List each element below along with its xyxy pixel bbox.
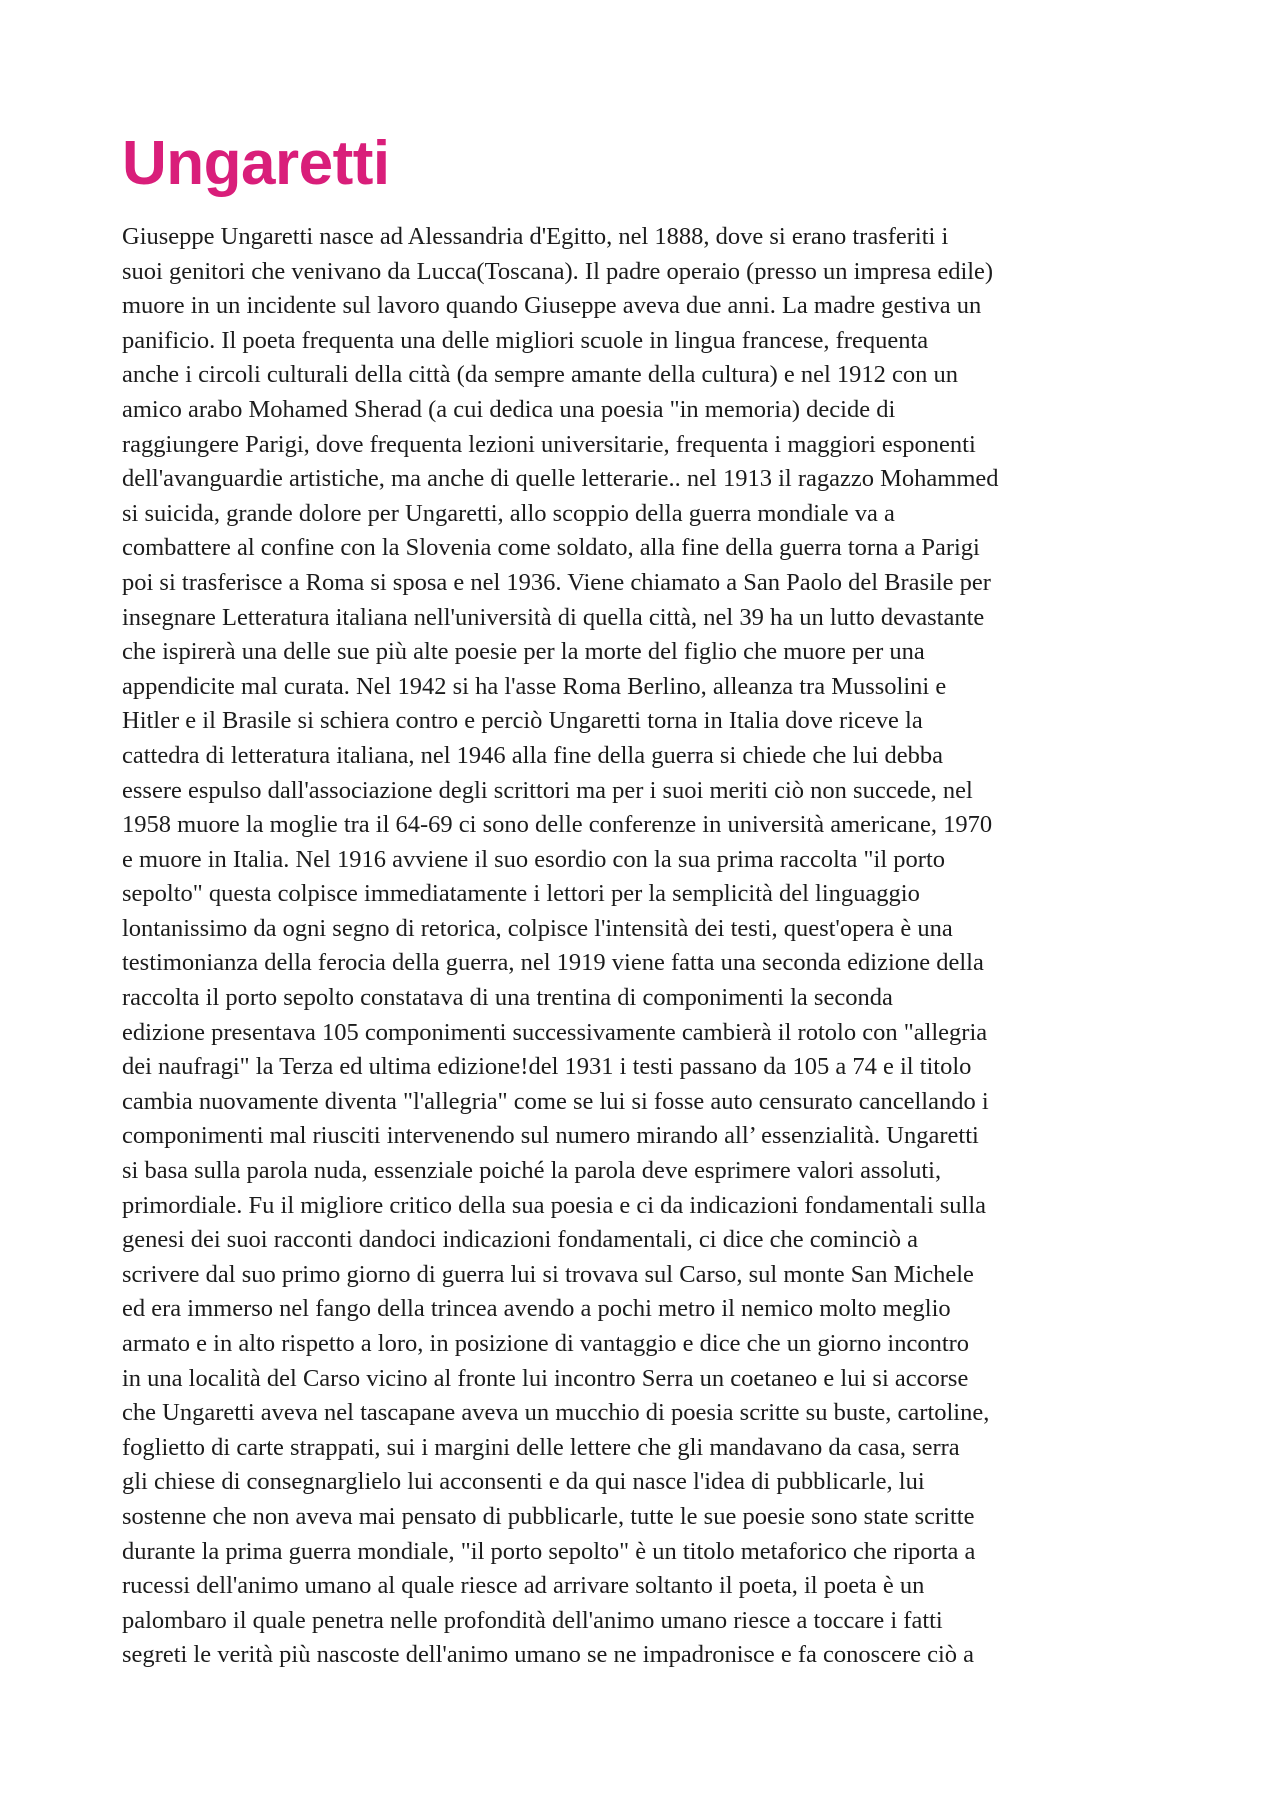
text-line: componimenti mal riusciti intervenendo sul numero mirando all’ essenzialità. Ungaretti bbox=[122, 1122, 979, 1150]
text-line: amico arabo Mohamed Sherad (a cui dedica una poesia "in memoria) decide di bbox=[122, 395, 896, 423]
text-line: 1958 muore la moglie tra il 64-69 ci sono delle conferenze in università americane, 1970 bbox=[122, 811, 993, 839]
text-line: primordiale. Fu il migliore critico della sua poesia e ci da indicazioni fondamentali sulla bbox=[122, 1191, 987, 1219]
text-line: panificio. Il poeta frequenta una delle migliori scuole in lingua francese, frequenta bbox=[122, 326, 929, 354]
text-line: si basa sulla parola nuda, essenziale poiché la parola deve esprimere valori assoluti, bbox=[122, 1157, 942, 1185]
text-line: genesi dei suoi racconti dandoci indicazioni fondamentali, ci dice che cominciò a bbox=[122, 1226, 918, 1254]
text-line: sostenne che non aveva mai pensato di pubblicarle, tutte le sue poesie sono state scritte bbox=[122, 1502, 975, 1530]
text-line: lontanissimo da ogni segno di retorica, colpisce l'intensità dei testi, quest'opera è una bbox=[122, 914, 953, 942]
text-line: segreti le verità più nascoste dell'animo umano se ne impadronisce e fa conoscere ciò a bbox=[122, 1641, 975, 1669]
text-line: si suicida, grande dolore per Ungaretti, allo scoppio della guerra mondiale va a bbox=[122, 499, 895, 527]
text-line: che Ungaretti aveva nel tascapane aveva un mucchio di poesia scritte su buste, cartoline, bbox=[122, 1399, 990, 1427]
text-line: raggiungere Parigi, dove frequenta lezioni universitarie, frequenta i maggiori esponenti bbox=[122, 430, 976, 458]
text-line: sepolto" questa colpisce immediatamente i lettori per la semplicità del linguaggio bbox=[122, 880, 920, 908]
text-line: e muore in Italia. Nel 1916 avviene il suo esordio con la sua prima raccolta "il porto bbox=[122, 845, 946, 873]
text-line: durante la prima guerra mondiale, "il porto sepolto" è un titolo metaforico che riporta a bbox=[122, 1537, 976, 1565]
text-line: armato e in alto rispetto a loro, in posizione di vantaggio e dice che un giorno incontro bbox=[122, 1330, 970, 1357]
text-line: Hitler e il Brasile si schiera contro e perciò Ungaretti torna in Italia dove riceve la bbox=[122, 707, 923, 735]
text-line: che ispirerà una delle sue più alte poesie per la morte del figlio che muore per una bbox=[122, 638, 925, 666]
text-line: poi si trasferisce a Roma si sposa e nel 1936. Viene chiamato a San Paolo del Brasile per bbox=[122, 568, 991, 596]
text-line: dei naufragi" la Terza ed ultima edizione!del 1931 i testi passano da 105 a 74 e il titolo bbox=[122, 1053, 972, 1081]
text-line: rucessi dell'animo umano al quale riesce ad arrivare soltanto il poeta, il poeta è un bbox=[122, 1572, 925, 1600]
text-line: raccolta il porto sepolto constatava di una trentina di componimenti la seconda bbox=[122, 984, 893, 1012]
text-line: ed era immerso nel fango della trincea avendo a pochi metro il nemico molto meglio bbox=[122, 1295, 951, 1323]
text-line: in una località del Carso vicino al fronte lui incontro Serra un coetaneo e lui si accorse bbox=[122, 1364, 969, 1392]
text-line: Giuseppe Ungaretti nasce ad Alessandria d'Egitto, nel 1888, dove si erano trasferiti i bbox=[122, 223, 949, 250]
text-line: appendicite mal curata. Nel 1942 si ha l'asse Roma Berlino, alleanza tra Mussolini e bbox=[122, 672, 947, 700]
page-title: Ungaretti bbox=[122, 129, 390, 198]
text-line: edizione presentava 105 componimenti successivamente cambierà il rotolo con "allegria bbox=[122, 1018, 988, 1046]
text-line: dell'avanguardie artistiche, ma anche di quelle letterarie.. nel 1913 il ragazzo Mohammed bbox=[122, 465, 999, 493]
text-line: scrivere dal suo primo giorno di guerra lui si trovava sul Carso, sul monte San Michele bbox=[122, 1260, 974, 1288]
text-line: insegnare Letteratura italiana nell'università di quella città, nel 39 ha un lutto devastante bbox=[122, 603, 985, 631]
text-line: cattedra di letteratura italiana, nel 1946 alla fine della guerra si chiede che lui debba bbox=[122, 741, 944, 769]
text-line: muore in un incidente sul lavoro quando Giuseppe aveva due anni. La madre gestiva un bbox=[122, 292, 982, 320]
text-line: testimonianza della ferocia della guerra, nel 1919 viene fatta una seconda edizione della bbox=[122, 949, 984, 977]
text-line: combattere al confine con la Slovenia come soldato, alla fine della guerra torna a Parigi bbox=[122, 534, 980, 562]
text-line: anche i circoli culturali della città (da sempre amante della cultura) e nel 1912 con un bbox=[122, 361, 959, 389]
text-line: cambia nuovamente diventa "l'allegria" come se lui si fosse auto censurato cancellando i bbox=[122, 1087, 989, 1115]
body-paragraph bbox=[122, 220, 1182, 1673]
text-line: essere espulso dall'associazione degli scrittori ma per i suoi meriti ciò non succede, nel bbox=[122, 776, 973, 804]
text-line: palombaro il quale penetra nelle profondità dell'animo umano riesce a toccare i fatti bbox=[122, 1606, 943, 1634]
text-line: foglietto di carte strappati, sui i margini delle lettere che gli mandavano da casa, serra bbox=[122, 1433, 960, 1461]
text-line: suoi genitori che venivano da Lucca(Toscana). Il padre operaio (presso un impresa edile) bbox=[122, 257, 994, 285]
text-line: gli chiese di consegnarglielo lui acconsenti e da qui nasce l'idea di pubblicarle, lui bbox=[122, 1468, 925, 1496]
